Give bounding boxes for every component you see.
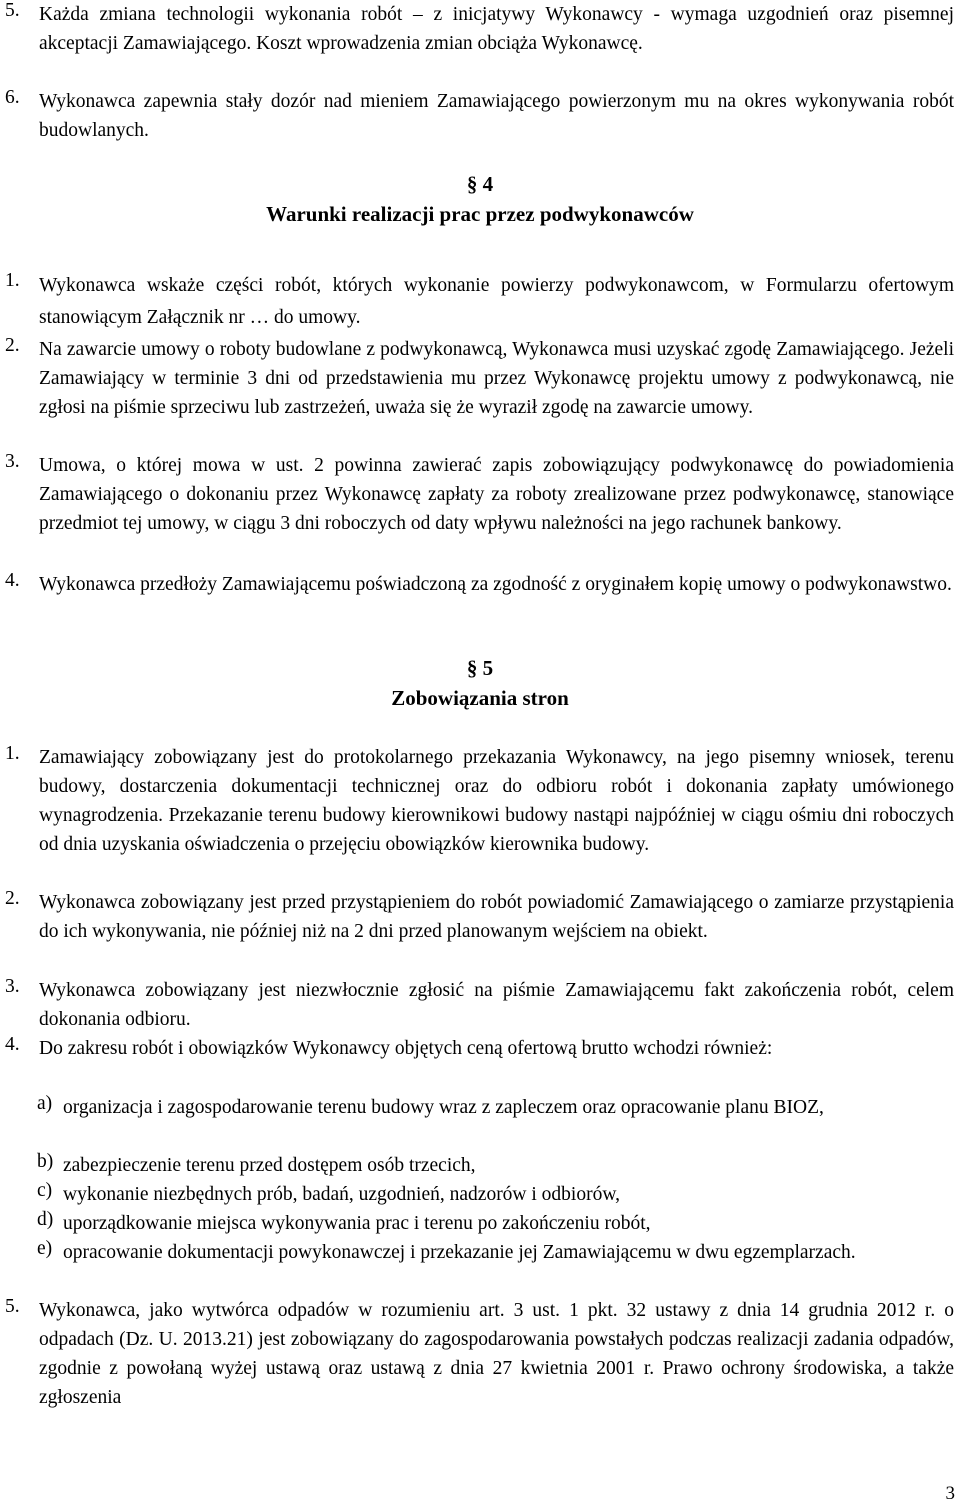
list-item (5, 270, 954, 334)
list-item (5, 335, 954, 422)
list-item (5, 743, 954, 859)
item-text: Wykonawca wskaże części robót, których wykonanie powierzy podwykonawcom, w Formularzu ofertowym stanowiącym Załącznik nr … do umowy. (39, 275, 954, 328)
sub-item-text: organizacja i zagospodarowanie terenu budowy wraz z zapleczem oraz opracowanie planu BIOZ, (63, 1097, 824, 1118)
item-text: Każda zmiana technologii wykonania robót – z inicjatywy Wykonawcy - wymaga uzgodnień oraz pisemnej akceptacji Zamawiającego. Koszt wprowadzenia zmian obciąża Wykonawcę. (39, 4, 954, 54)
sub-item-letter: a) (37, 1093, 53, 1114)
item-number: 6. (5, 87, 20, 108)
item-text: Wykonawca przedłoży Zamawiającemu poświadczoną za zgodność z oryginałem kopię umowy o podwykonawstwo. (39, 574, 952, 595)
item-number: 4. (5, 570, 20, 591)
section-number-heading (0, 656, 960, 681)
sub-list-item (37, 1238, 954, 1267)
sub-item-letter: b) (37, 1151, 54, 1172)
list-item (5, 570, 954, 599)
sub-list-item (37, 1151, 954, 1180)
list-item (5, 1296, 954, 1412)
sub-item-text: zabezpieczenie terenu przed dostępem osób trzecich, (63, 1155, 476, 1176)
sub-item-text: opracowanie dokumentacji powykonawczej i przekazanie jej Zamawiającemu w dwu egzemplarzach. (63, 1242, 856, 1263)
list-item (5, 451, 954, 538)
section-number-heading (0, 172, 960, 197)
item-text: Umowa, o której mowa w ust. 2 powinna zawierać zapis zobowiązujący podwykonawcę do powiadomienia Zamawiającego o dokonaniu przez Wykonawcę zapłaty za roboty zrealizowane przez podwykonawcę, stanowiące przedmiot tej umowy, w ciągu 3 dni roboczych od daty wpływu należności na jego rachunek bankowy. (39, 455, 954, 534)
item-number: 3. (5, 451, 20, 472)
list-item (5, 976, 954, 1034)
item-text: Na zawarcie umowy o roboty budowlane z podwykonawcą, Wykonawca musi uzyskać zgodę Zamawiającego. Jeżeli Zamawiający w terminie 3 dni od przedstawienia mu przez Wykonawcę projektu umowy z podwykonawcą, nie zgłosi na piśmie sprzeciwu lub zastrzeżeń, uważa się że wyraził zgodę na zawarcie umowy. (39, 339, 954, 418)
item-text: Wykonawca zapewnia stały dozór nad mieniem Zamawiającego powierzonym mu na okres wykonywania robót budowlanych. (39, 91, 954, 141)
item-number: 1. (5, 270, 20, 291)
item-number: 1. (5, 743, 20, 764)
item-number: 5. (5, 1296, 20, 1317)
sub-item-text: wykonanie niezbędnych prób, badań, uzgodnień, nadzorów i odbiorów, (63, 1184, 621, 1205)
list-item (5, 1034, 954, 1063)
item-number: 2. (5, 888, 20, 909)
section-title: Zobowiązania stron (391, 686, 569, 710)
paragraph-symbol: § (466, 656, 478, 680)
item-number: 4. (5, 1034, 20, 1055)
list-item (5, 87, 954, 145)
item-text: Do zakresu robót i obowiązków Wykonawcy objętych ceną ofertową brutto wchodzi również: (39, 1038, 773, 1059)
item-text: Wykonawca zobowiązany jest przed przystąpieniem do robót powiadomić Zamawiającego o zamiarze przystąpienia do ich wykonywania, nie później niż na 2 dni przed planowanym wejściem na obiekt. (39, 892, 954, 942)
sub-item-letter: e) (37, 1238, 53, 1259)
sub-list-item (37, 1180, 954, 1209)
list-item (5, 0, 954, 58)
sub-item-text: uporządkowanie miejsca wykonywania prac i terenu po zakończeniu robót, (63, 1213, 651, 1234)
paragraph-symbol: § (466, 172, 478, 196)
sub-item-letter: c) (37, 1180, 53, 1201)
item-text: Wykonawca, jako wytwórca odpadów w rozumieniu art. 3 ust. 1 pkt. 32 ustawy z dnia 14 grudnia 2012 r. o odpadach (Dz. U. 2013.21) jest zobowiązany do zagospodarowania powstałych podczas realizacji zadania odpadów, zgodnie z powołaną wyżej ustawą oraz ustawą z dnia 27 kwietnia 2001 r. Prawo ochrony środowiska, a także zgłoszenia (39, 1300, 954, 1408)
section-title: Warunki realizacji prac przez podwykonawców (266, 202, 694, 226)
item-number: 2. (5, 335, 20, 356)
list-item (5, 888, 954, 946)
page-number: 3 (945, 1483, 955, 1504)
sub-list-item (37, 1093, 954, 1122)
item-number: 3. (5, 976, 20, 997)
section-number: 4 (482, 172, 494, 196)
sub-item-letter: d) (37, 1209, 54, 1230)
item-text: Wykonawca zobowiązany jest niezwłocznie zgłosić na piśmie Zamawiającemu fakt zakończenia robót, celem dokonania odbioru. (39, 980, 954, 1030)
item-text: Zamawiający zobowiązany jest do protokolarnego przekazania Wykonawcy, na jego pisemny wniosek, terenu budowy, dostarczenia dokumentacji technicznej oraz do odbioru robót i dokonania zapłaty umówionego wynagrodzenia. Przekazanie terenu budowy kierownikowi budowy nastąpi najpóźniej w ciągu ośmiu dni roboczych od dnia uzyskania oświadczenia o przejęciu obowiązków kierownika budowy. (39, 747, 954, 855)
section-number: 5 (482, 656, 494, 680)
sub-list-item (37, 1209, 954, 1238)
item-number: 5. (5, 0, 20, 21)
